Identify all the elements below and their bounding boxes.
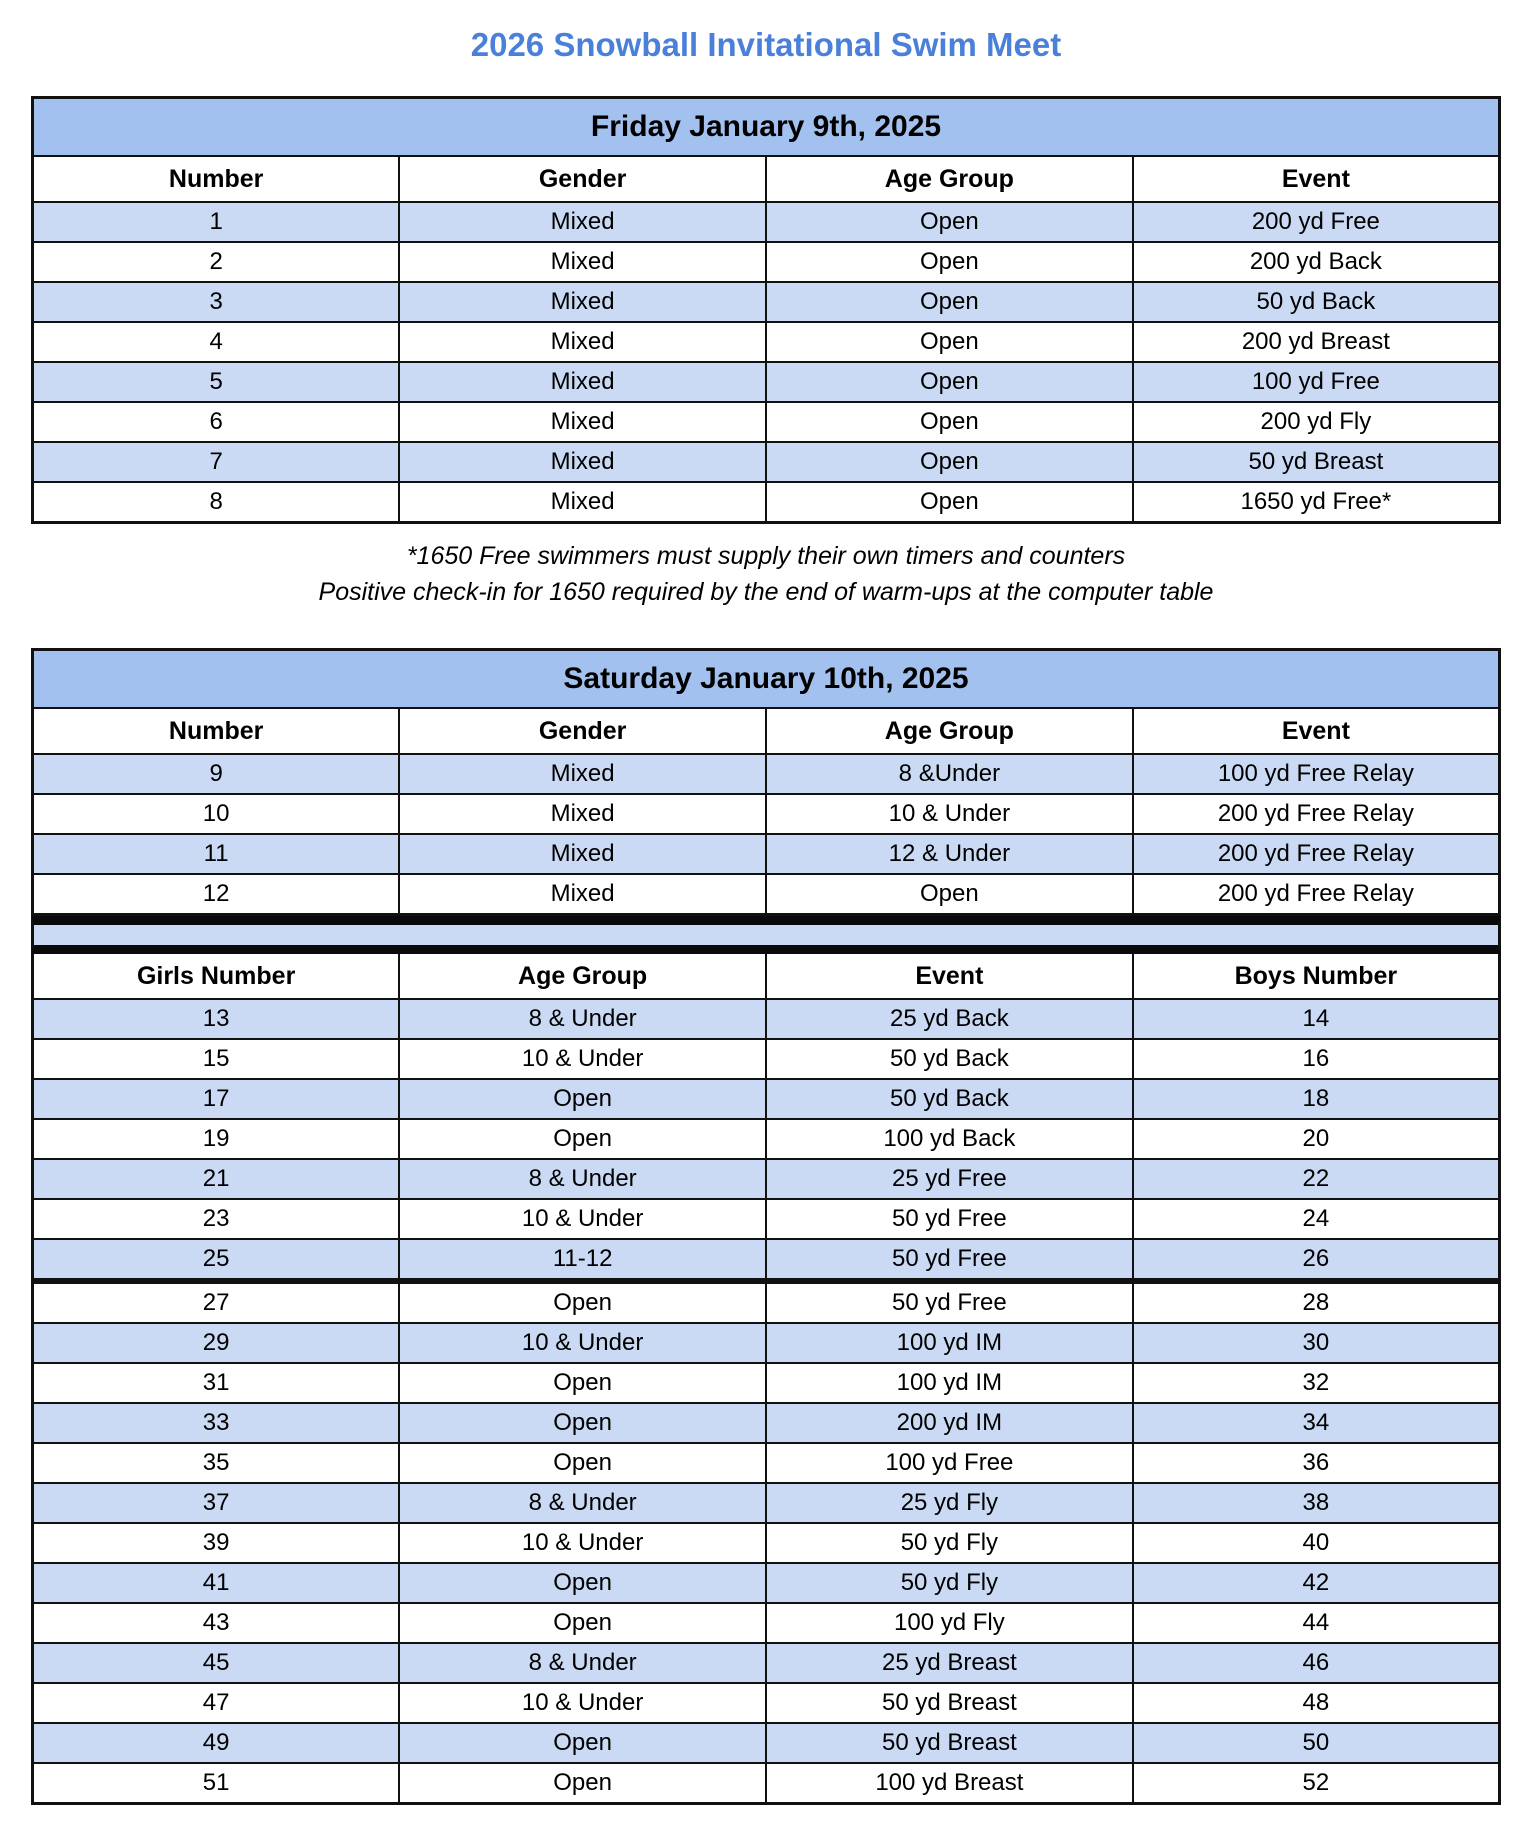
column-header: Age Group <box>766 708 1133 754</box>
table-cell: Mixed <box>399 442 766 482</box>
table-cell: 100 yd Free <box>1133 362 1500 402</box>
table-cell: Mixed <box>399 834 766 874</box>
day-header-row <box>33 98 1500 157</box>
table-row <box>33 442 1500 482</box>
table-cell: 14 <box>1133 999 1500 1039</box>
table-cell: 50 yd Free <box>766 1239 1133 1281</box>
table-cell: Open <box>766 282 1133 322</box>
table-cell: Open <box>399 1563 766 1603</box>
table-cell: 50 yd Fly <box>766 1563 1133 1603</box>
table-cell: 42 <box>1133 1563 1500 1603</box>
table-row <box>33 1563 1500 1603</box>
table-cell: 39 <box>33 1523 400 1563</box>
table-row <box>33 1159 1500 1199</box>
column-header: Event <box>1133 156 1500 202</box>
table-row <box>33 1603 1500 1643</box>
table-cell: 34 <box>1133 1403 1500 1443</box>
column-header: Boys Number <box>1133 954 1500 999</box>
column-header: Age Group <box>399 954 766 999</box>
day-header: Friday January 9th, 2025 <box>33 98 1500 157</box>
table-cell: 44 <box>1133 1603 1500 1643</box>
table-cell: 8 <box>33 482 400 523</box>
table-row <box>33 1119 1500 1159</box>
table-cell: Mixed <box>399 482 766 523</box>
footnote-checkin: Positive check-in for 1650 required by the end of warm-ups at the computer table <box>318 578 1214 606</box>
table-cell: 100 yd IM <box>766 1363 1133 1403</box>
table-cell: Mixed <box>399 322 766 362</box>
table-cell: 10 & Under <box>399 1523 766 1563</box>
table-cell: 25 yd Fly <box>766 1483 1133 1523</box>
table-cell: 100 yd Breast <box>766 1763 1133 1804</box>
table-cell: 11-12 <box>399 1239 766 1281</box>
table-cell: 10 & Under <box>399 1199 766 1239</box>
table-cell: 26 <box>1133 1239 1500 1281</box>
column-header: Event <box>1133 708 1500 754</box>
table-cell: 2 <box>33 242 400 282</box>
table-cell: 100 yd Free <box>766 1443 1133 1483</box>
table-cell: 8 & Under <box>399 1643 766 1683</box>
table-row <box>33 482 1500 523</box>
table-cell: 12 & Under <box>766 834 1133 874</box>
table-cell: 43 <box>33 1603 400 1643</box>
table-row <box>33 1281 1500 1323</box>
table-cell: 50 yd Breast <box>766 1723 1133 1763</box>
table-cell: 18 <box>1133 1079 1500 1119</box>
table-cell: 4 <box>33 322 400 362</box>
table-cell: 45 <box>33 1643 400 1683</box>
column-header-row <box>33 954 1500 999</box>
table-cell: 25 yd Back <box>766 999 1133 1039</box>
table-cell: 25 yd Breast <box>766 1643 1133 1683</box>
table-row <box>33 874 1500 915</box>
table-cell: Open <box>399 1403 766 1443</box>
table-cell: 23 <box>33 1199 400 1239</box>
table-cell: 28 <box>1133 1281 1500 1323</box>
friday-events-table <box>31 96 1501 524</box>
table-cell: Open <box>399 1763 766 1804</box>
table-cell: Open <box>399 1281 766 1323</box>
table-cell: 25 yd Free <box>766 1159 1133 1199</box>
table-cell: 200 yd IM <box>766 1403 1133 1443</box>
table-cell: 50 yd Back <box>766 1039 1133 1079</box>
table-cell: 10 <box>33 794 400 834</box>
table-cell: 19 <box>33 1119 400 1159</box>
table-row <box>33 242 1500 282</box>
friday-table-body <box>33 202 1500 523</box>
saturday-relay-table-head <box>33 650 1500 755</box>
column-header: Gender <box>399 708 766 754</box>
table-cell: 32 <box>1133 1363 1500 1403</box>
table-cell: 3 <box>33 282 400 322</box>
table-cell: 50 yd Breast <box>1133 442 1500 482</box>
table-row <box>33 1483 1500 1523</box>
table-cell: Mixed <box>399 402 766 442</box>
column-header: Number <box>33 156 400 202</box>
table-cell: 27 <box>33 1281 400 1323</box>
table-row <box>33 202 1500 242</box>
table-cell: 8 & Under <box>399 1159 766 1199</box>
individual-table-body <box>33 999 1500 1804</box>
table-cell: Open <box>399 1603 766 1643</box>
table-cell: 35 <box>33 1443 400 1483</box>
friday-table-head <box>33 98 1500 203</box>
table-cell: 200 yd Free Relay <box>1133 834 1500 874</box>
table-cell: Mixed <box>399 874 766 915</box>
table-cell: 10 & Under <box>399 1683 766 1723</box>
table-cell: 7 <box>33 442 400 482</box>
table-cell: 24 <box>1133 1199 1500 1239</box>
table-cell: 200 yd Free Relay <box>1133 794 1500 834</box>
table-row <box>33 1199 1500 1239</box>
footnote-timers: *1650 Free swimmers must supply their own timers and counters <box>406 542 1126 570</box>
column-header: Number <box>33 708 400 754</box>
table-cell: 200 yd Breast <box>1133 322 1500 362</box>
table-row <box>33 1363 1500 1403</box>
table-cell: 50 yd Back <box>766 1079 1133 1119</box>
table-row <box>33 402 1500 442</box>
table-cell: 41 <box>33 1563 400 1603</box>
day-header: Saturday January 10th, 2025 <box>33 650 1500 709</box>
table-row <box>33 1723 1500 1763</box>
table-cell: 100 yd Fly <box>766 1603 1133 1643</box>
table-cell: Mixed <box>399 282 766 322</box>
table-cell: 29 <box>33 1323 400 1363</box>
table-cell: 51 <box>33 1763 400 1804</box>
table-cell: 1 <box>33 202 400 242</box>
day-header-row <box>33 650 1500 709</box>
table-row <box>33 834 1500 874</box>
table-cell: Open <box>766 242 1133 282</box>
table-cell: 30 <box>1133 1323 1500 1363</box>
table-cell: 8 & Under <box>399 1483 766 1523</box>
column-header-row <box>33 156 1500 202</box>
table-cell: Open <box>399 1723 766 1763</box>
table-cell: 8 &Under <box>766 754 1133 794</box>
saturday-relay-table <box>31 648 1501 916</box>
table-cell: 1650 yd Free* <box>1133 482 1500 523</box>
table-cell: Open <box>399 1119 766 1159</box>
table-cell: 38 <box>1133 1483 1500 1523</box>
table-cell: 50 yd Fly <box>766 1523 1133 1563</box>
table-cell: 10 & Under <box>766 794 1133 834</box>
table-row <box>33 1239 1500 1281</box>
table-cell: 100 yd Back <box>766 1119 1133 1159</box>
table-cell: 10 & Under <box>399 1323 766 1363</box>
table-cell: 15 <box>33 1039 400 1079</box>
table-row <box>33 1643 1500 1683</box>
column-header: Gender <box>399 156 766 202</box>
table-cell: 33 <box>33 1403 400 1443</box>
table-cell: 21 <box>33 1159 400 1199</box>
table-row <box>33 362 1500 402</box>
table-cell: 40 <box>1133 1523 1500 1563</box>
table-cell: Open <box>766 874 1133 915</box>
table-cell: 10 & Under <box>399 1039 766 1079</box>
section-divider-band <box>31 916 1501 954</box>
document-page <box>31 0 1501 1805</box>
table-cell: Mixed <box>399 362 766 402</box>
table-cell: 11 <box>33 834 400 874</box>
table-cell: Open <box>766 322 1133 362</box>
table-cell: Open <box>766 482 1133 523</box>
table-cell: 36 <box>1133 1443 1500 1483</box>
table-cell: Open <box>766 442 1133 482</box>
table-cell: 31 <box>33 1363 400 1403</box>
footnotes <box>31 540 1501 608</box>
table-cell: Open <box>766 362 1133 402</box>
table-cell: 50 <box>1133 1723 1500 1763</box>
table-cell: 22 <box>1133 1159 1500 1199</box>
table-cell: Open <box>399 1363 766 1403</box>
individual-events-table <box>31 954 1501 1805</box>
table-row <box>33 1763 1500 1804</box>
table-row <box>33 1039 1500 1079</box>
table-cell: 9 <box>33 754 400 794</box>
table-cell: 52 <box>1133 1763 1500 1804</box>
table-cell: 50 yd Free <box>766 1199 1133 1239</box>
table-cell: 16 <box>1133 1039 1500 1079</box>
column-header: Event <box>766 954 1133 999</box>
table-row <box>33 1323 1500 1363</box>
table-cell: 6 <box>33 402 400 442</box>
table-cell: Mixed <box>399 754 766 794</box>
table-row <box>33 1079 1500 1119</box>
table-cell: 50 yd Free <box>766 1281 1133 1323</box>
table-cell: Open <box>766 202 1133 242</box>
table-cell: 200 yd Free <box>1133 202 1500 242</box>
column-header: Girls Number <box>33 954 400 999</box>
table-row <box>33 322 1500 362</box>
table-cell: 37 <box>33 1483 400 1523</box>
table-row <box>33 282 1500 322</box>
individual-table-head <box>33 954 1500 999</box>
table-row <box>33 1523 1500 1563</box>
table-cell: Open <box>399 1079 766 1119</box>
table-row <box>33 1683 1500 1723</box>
table-cell: 200 yd Back <box>1133 242 1500 282</box>
table-cell: 25 <box>33 1239 400 1281</box>
table-row <box>33 1443 1500 1483</box>
table-cell: 200 yd Fly <box>1133 402 1500 442</box>
table-cell: 50 yd Back <box>1133 282 1500 322</box>
table-row <box>33 794 1500 834</box>
table-cell: Mixed <box>399 242 766 282</box>
page-title: 2026 Snowball Invitational Swim Meet <box>470 26 1062 63</box>
saturday-section <box>31 648 1501 1805</box>
table-cell: 47 <box>33 1683 400 1723</box>
table-row <box>33 1403 1500 1443</box>
table-cell: 48 <box>1133 1683 1500 1723</box>
column-header-row <box>33 708 1500 754</box>
table-cell: 50 yd Breast <box>766 1683 1133 1723</box>
table-cell: 12 <box>33 874 400 915</box>
table-cell: Open <box>399 1443 766 1483</box>
table-row <box>33 999 1500 1039</box>
table-cell: Mixed <box>399 202 766 242</box>
table-cell: 20 <box>1133 1119 1500 1159</box>
saturday-relay-table-body <box>33 754 1500 915</box>
table-cell: Mixed <box>399 794 766 834</box>
table-cell: 17 <box>33 1079 400 1119</box>
table-cell: 200 yd Free Relay <box>1133 874 1500 915</box>
table-row <box>33 754 1500 794</box>
table-cell: 49 <box>33 1723 400 1763</box>
column-header: Age Group <box>766 156 1133 202</box>
table-cell: Open <box>766 402 1133 442</box>
table-cell: 100 yd Free Relay <box>1133 754 1500 794</box>
table-cell: 13 <box>33 999 400 1039</box>
table-cell: 5 <box>33 362 400 402</box>
table-cell: 100 yd IM <box>766 1323 1133 1363</box>
table-cell: 8 & Under <box>399 999 766 1039</box>
table-cell: 46 <box>1133 1643 1500 1683</box>
